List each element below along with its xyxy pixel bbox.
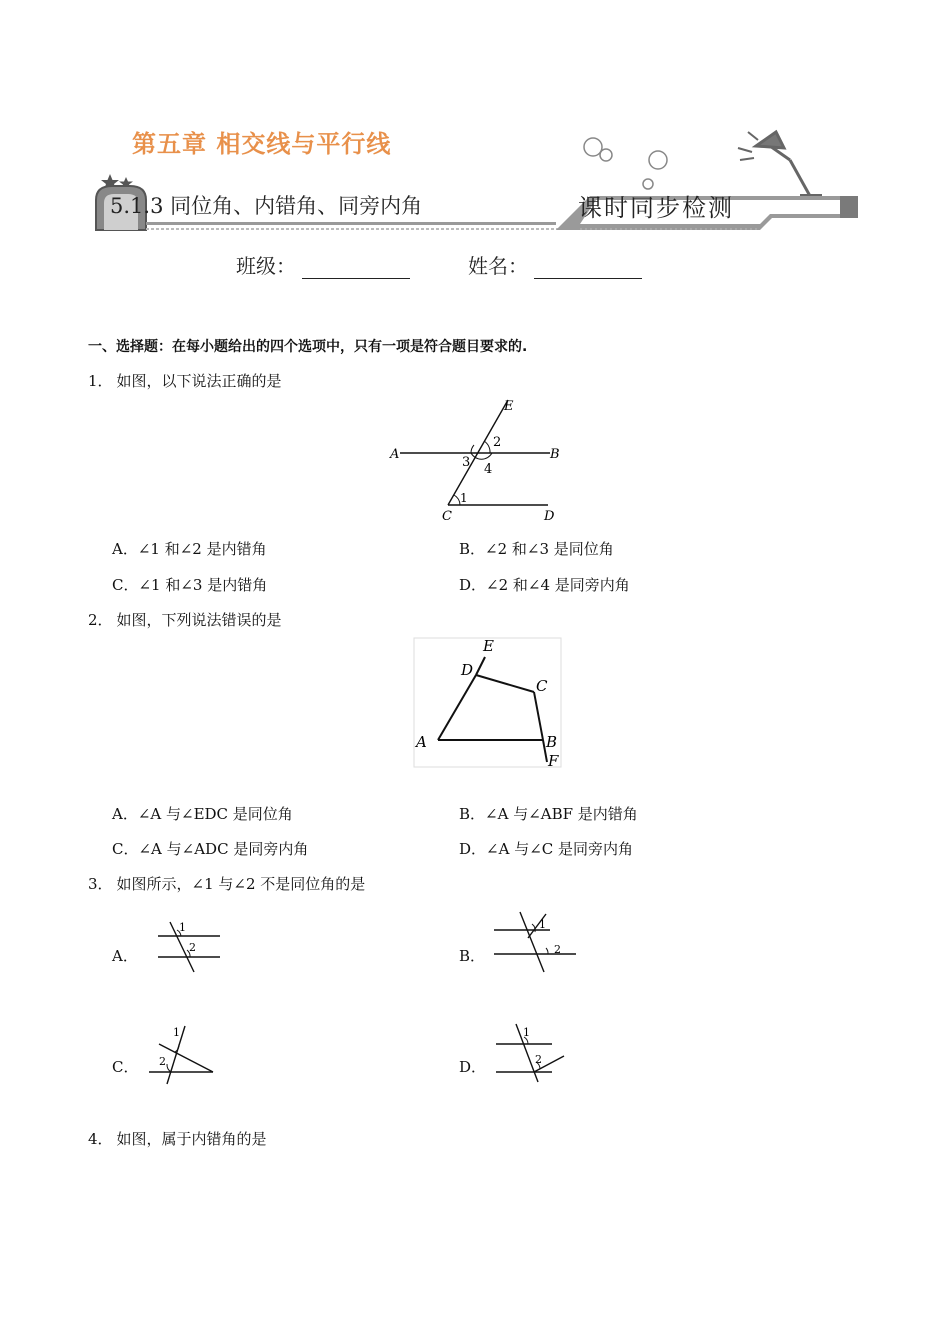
question-stem: 如图，属于内错角的是 — [116, 1130, 267, 1148]
question-3 — [88, 873, 365, 894]
figure-label: A — [390, 447, 400, 462]
bubble-icon — [600, 149, 612, 161]
lamp-icon — [738, 132, 822, 196]
question-number: 3． — [88, 875, 113, 893]
q2-option-a[interactable]: A．∠A 与∠EDC 是同位角 — [112, 805, 293, 823]
q3-figure-c — [145, 1022, 225, 1086]
angle-arc — [471, 445, 474, 453]
question-2 — [88, 609, 282, 630]
svg-text:2: 2 — [159, 1055, 166, 1068]
q3-option-b[interactable]: B． — [459, 947, 486, 965]
q3-option-c[interactable]: C． — [112, 1058, 139, 1076]
q3-option-d[interactable]: D． — [459, 1058, 487, 1076]
figure-label: E — [483, 637, 494, 655]
segment-dc — [476, 675, 534, 692]
svg-text:2: 2 — [189, 941, 196, 954]
q3-figure-b — [490, 908, 580, 978]
q1-option-d[interactable]: D．∠2 和∠4 是同旁内角 — [459, 576, 630, 594]
question-4 — [88, 1128, 267, 1149]
class-label: 班级： — [236, 254, 296, 278]
figure-label: E — [504, 399, 514, 414]
q3-option-a[interactable]: A． — [112, 947, 138, 965]
svg-text:2: 2 — [535, 1053, 542, 1066]
figure-label: A — [416, 733, 427, 751]
question-number: 1． — [88, 372, 113, 390]
svg-text:1: 1 — [173, 1026, 180, 1039]
class-field[interactable] — [236, 250, 410, 279]
svg-text:2: 2 — [554, 943, 561, 956]
figure-label: B — [546, 733, 558, 751]
bubble-icon — [584, 138, 602, 156]
q1-option-a[interactable]: A．∠1 和∠2 是内错角 — [112, 540, 267, 558]
angle-arc — [484, 441, 490, 453]
figure-label: C — [442, 509, 452, 524]
question-2-figure — [413, 637, 563, 770]
figure-label: C — [536, 677, 548, 695]
question-stem: 如图所示，∠1 与∠2 不是同位角的是 — [116, 875, 366, 893]
question-number: 4． — [88, 1130, 113, 1148]
q2-option-d[interactable]: D．∠A 与∠C 是同旁内角 — [459, 840, 634, 858]
figure-label: D — [544, 509, 555, 524]
svg-text:1: 1 — [523, 1026, 530, 1039]
section-title: 5.1.3 同位角、内错角、同旁内角 — [110, 194, 423, 218]
bubble-icon — [649, 151, 667, 169]
section-instructions: 一、选择题：在每小题给出的四个选项中，只有一项是符合题目要求的. — [88, 339, 528, 355]
q1-option-b[interactable]: B．∠2 和∠3 是同位角 — [459, 540, 614, 558]
q2-option-c[interactable]: C．∠A 与∠ADC 是同旁内角 — [112, 840, 309, 858]
question-1 — [88, 370, 282, 391]
question-1-figure — [380, 392, 570, 524]
figure-label: 1 — [460, 491, 468, 505]
figure-label: 3 — [462, 455, 471, 470]
q3-figure-a — [150, 918, 230, 978]
q2-option-b[interactable]: B．∠A 与∠ABF 是内错角 — [459, 805, 638, 823]
name-blank[interactable] — [534, 258, 642, 279]
figure-label: D — [461, 661, 474, 679]
segment-cb — [534, 692, 543, 740]
segment-ad — [438, 675, 476, 740]
svg-text:1: 1 — [179, 921, 186, 934]
figure-label: 4 — [484, 462, 493, 477]
figure-label: 2 — [493, 435, 502, 450]
banner-bar — [146, 222, 556, 225]
ray-de — [476, 657, 485, 675]
q3-figure-d — [490, 1020, 570, 1086]
figure-label: B — [550, 447, 560, 462]
name-label: 姓名： — [468, 254, 528, 278]
q1-option-c[interactable]: C．∠1 和∠3 是内错角 — [112, 576, 268, 594]
class-blank[interactable] — [302, 258, 410, 279]
figure-label: F — [548, 752, 559, 770]
question-stem: 如图，以下说法正确的是 — [116, 372, 282, 390]
name-field[interactable] — [468, 250, 642, 279]
question-stem: 如图，下列说法错误的是 — [116, 611, 282, 629]
svg-text:1: 1 — [539, 918, 546, 931]
question-number: 2． — [88, 611, 113, 629]
chapter-title: 第五章 相交线与平行线 — [132, 130, 392, 158]
sync-test-badge: 课时同步检测 — [578, 194, 734, 222]
